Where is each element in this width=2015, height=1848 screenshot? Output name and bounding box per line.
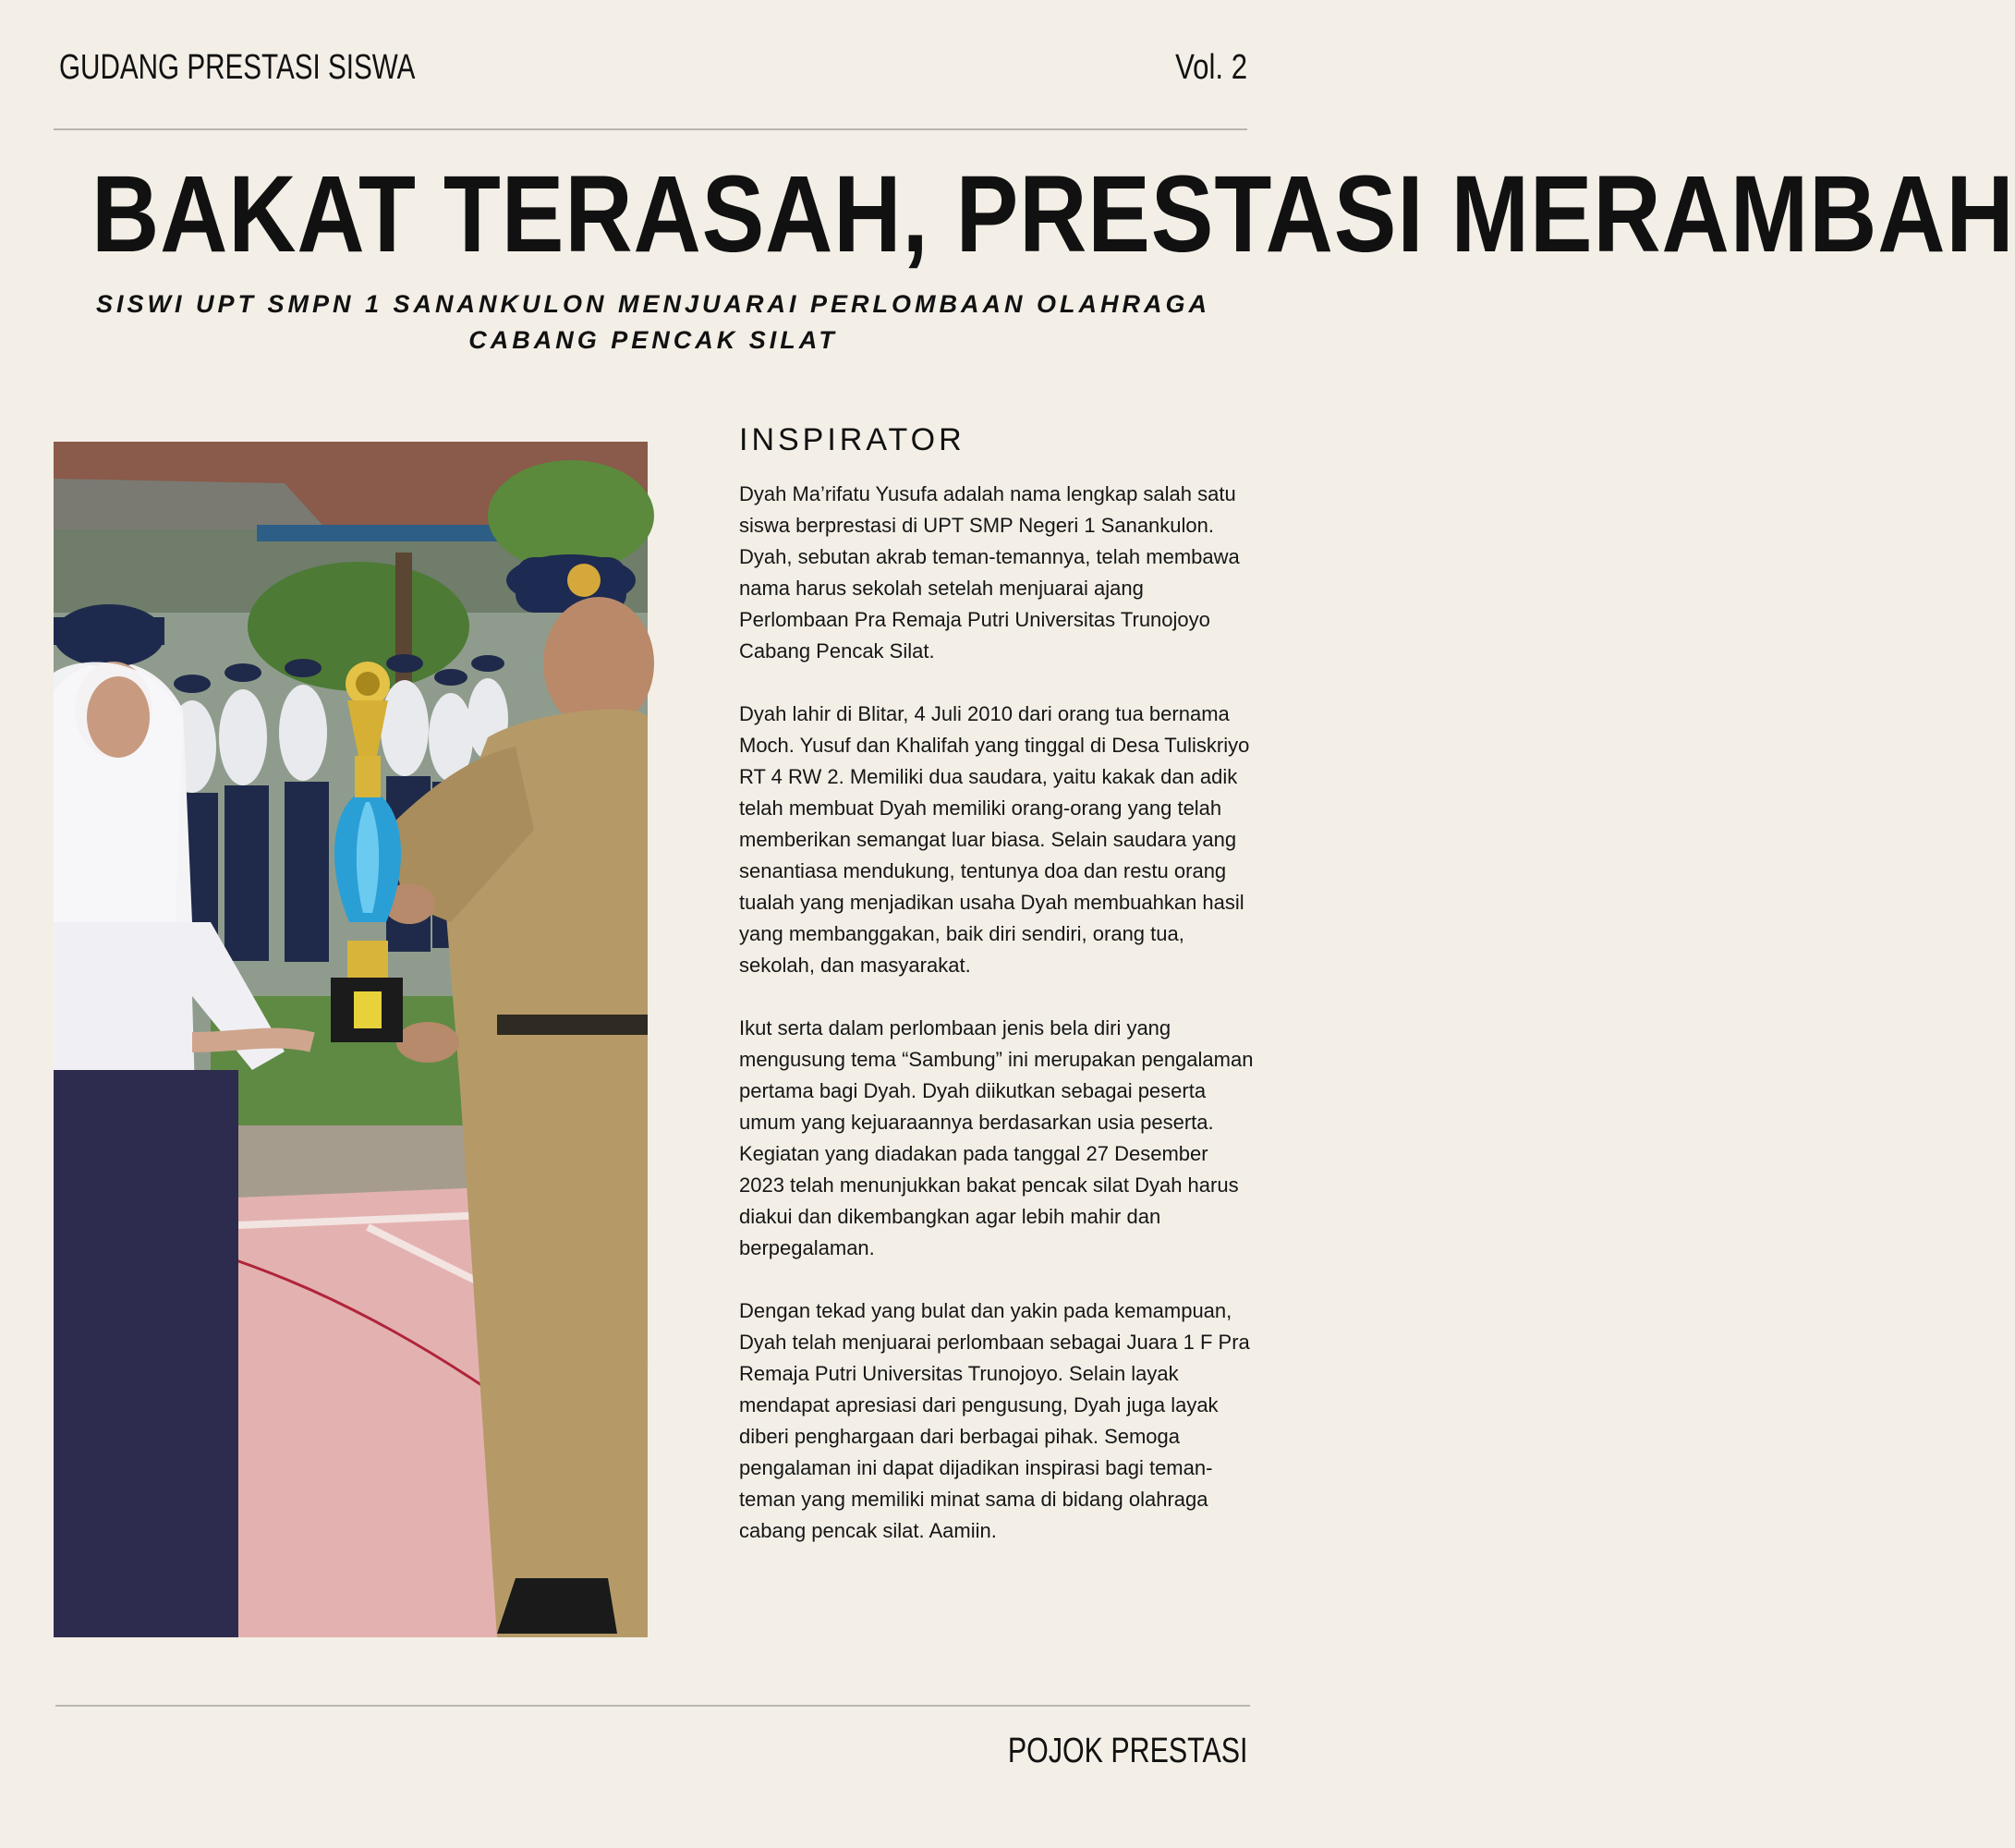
article-paragraph: Dyah Ma’rifatu Yusufa adalah nama lengkap salah satu siswa berprestasi di UPT SMP Negeri 1 Sanankulon. Dyah, sebutan akrab teman-temannya, telah membawa nama harus sekolah setelah menjuarai ajang Perlombaan Pra Remaja Putri Universitas Trunojoyo Cabang Pencak Silat. — [739, 482, 1240, 663]
article-paragraph: Dengan tekad yang bulat dan yakin pada kemampuan, Dyah telah menjuarai perlombaan sebagai Juara 1 F Pra Remaja Putri Universitas Trunojoyo. Selain layak mendapat apresiasi dari pengusung, Dyah juga layak diberi penghargaan dari berbagai pihak. Semoga pengalaman ini dapat dijadikan inspirasi bagi teman-teman yang memiliki minat sama di bidang olahraga cabang pencak silat. Aamiin. — [739, 1299, 1250, 1542]
volume-label: Vol. 2 — [1175, 48, 1247, 87]
masthead — [55, 48, 1247, 94]
award-photo — [54, 442, 648, 1637]
headline: BAKAT TERASAH, PRESTASI MERAMBAH — [91, 153, 2015, 275]
header-divider — [54, 128, 1247, 130]
publication-name: GUDANG PRESTASI SISWA — [59, 48, 416, 87]
subheadline: SISWI UPT SMPN 1 SANANKULON MENJUARAI PERLOMBAAN OLAHRAGA CABANG PENCAK SILAT — [95, 290, 1211, 354]
article-paragraph: Ikut serta dalam perlombaan jenis bela diri yang mengusung tema “Sambung” ini merupakan pengalaman pertama bagi Dyah. Dyah diikutkan sebagai peserta umum yang kejuaraannya berdasarkan usia peserta. Kegiatan yang diadakan pada tanggal 27 Desember 2023 telah menunjukkan bakat pencak silat Dyah harus diakui dan dikembangkan agar lebih mahir dan berpegalaman. — [739, 1016, 1254, 1259]
article-paragraph: Dyah lahir di Blitar, 4 Juli 2010 dari orang tua bernama Moch. Yusuf dan Khalifah yang tinggal di Desa Tuliskriyo RT 4 RW 2. Memiliki dua saudara, yaitu kakak dan adik telah membuat Dyah memiliki orang-orang yang telah memberikan semangat luar biasa. Selain saudara yang senantiasa mendukung, tentunya doa dan restu orang tualah yang menjadikan usaha Dyah membuahkan hasil yang membanggakan, baik diri sendiri, orang tua, sekolah, dan masyarakat. — [739, 702, 1250, 977]
section-kicker: INSPIRATOR — [739, 422, 965, 457]
footer-divider — [55, 1705, 1250, 1707]
article-body — [739, 419, 1256, 1578]
footer-label: POJOK PRESTASI — [1007, 1732, 1247, 1770]
